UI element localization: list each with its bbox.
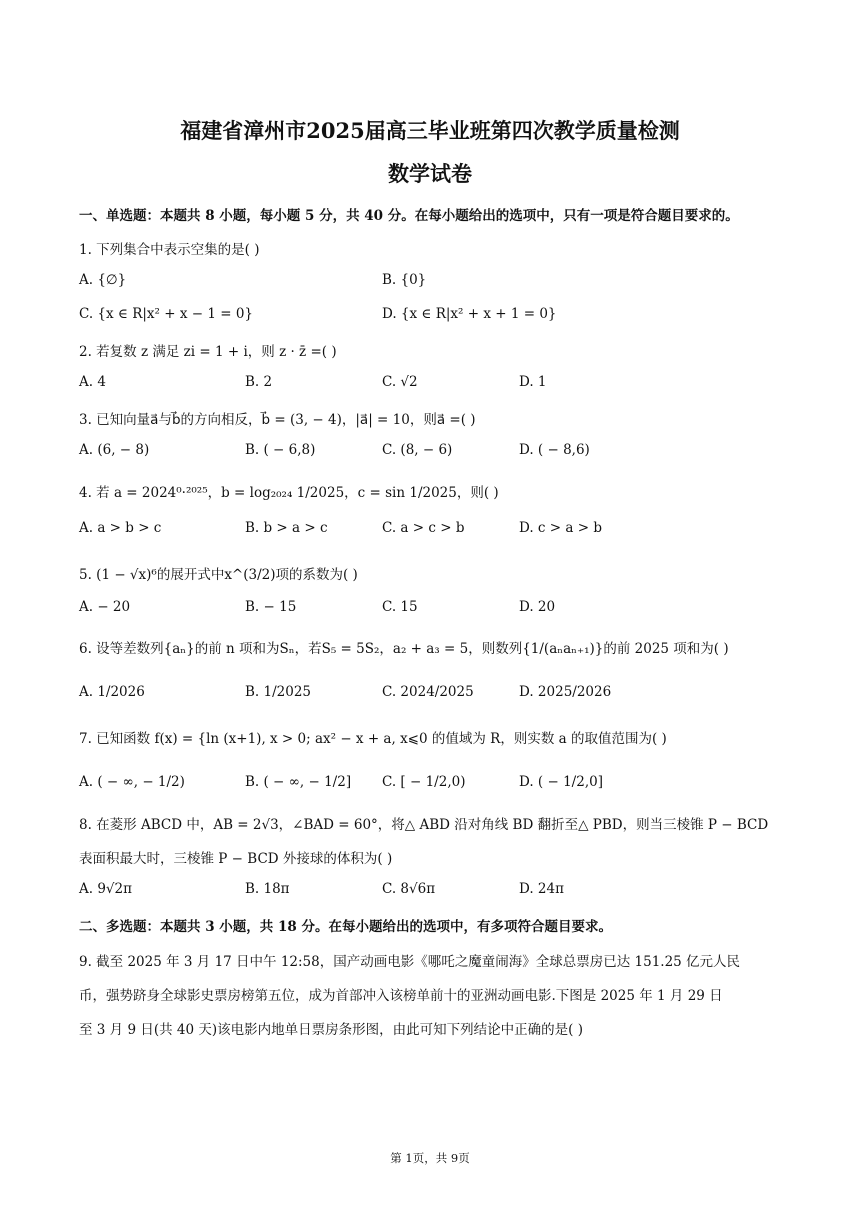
question-4-stem: 4. 若 a = 2024⁰·²⁰²⁵，b = log₂₀₂₄ 1/2025，c = sin 1/2025，则( ) [79, 485, 499, 501]
q3-option-c: C. (8, − 6) [382, 442, 453, 458]
q8-option-a: A. 9√2π [79, 881, 132, 897]
page-subtitle: 数学试卷 [388, 161, 472, 186]
section-single-choice: 一、单选题：本题共 8 小题，每小题 5 分，共 40 分。在每小题给出的选项中，只有一项是符合题目要求的。 [79, 208, 739, 224]
q7-option-d: D. ( − 1/2,0] [519, 774, 603, 790]
q1-option-d: D. {x ∈ R|x² + x + 1 = 0} [382, 306, 557, 322]
q2-option-b: B. 2 [245, 374, 273, 390]
q2-option-c: C. √2 [382, 374, 418, 390]
q5-option-d: D. 20 [519, 599, 556, 615]
section-multiple-choice: 二、多选题：本题共 3 小题，共 18 分。在每小题给出的选项中，有多项符合题目要求。 [79, 919, 612, 935]
q1-option-c: C. {x ∈ R|x² + x − 1 = 0} [79, 306, 254, 322]
question-3-stem: 3. 已知向量a⃗与b⃗的方向相反，b⃗ = (3, − 4)，|a⃗| = 10，则a⃗ =( ) [79, 412, 476, 428]
question-9-line3: 至 3 月 9 日(共 40 天)该电影内地单日票房条形图，由此可知下列结论中正确的是( ) [79, 1022, 583, 1038]
question-8-stem-line2: 表面积最大时，三棱锥 P − BCD 外接球的体积为( ) [79, 851, 393, 867]
question-5-stem: 5. (1 − √x)⁶的展开式中x^(3/2)项的系数为( ) [79, 567, 358, 583]
q3-option-b: B. ( − 6,8) [245, 442, 316, 458]
q4-option-d: D. c > a > b [519, 520, 602, 536]
q3-option-d: D. ( − 8,6) [519, 442, 590, 458]
q7-option-a: A. ( − ∞, − 1/2) [79, 774, 185, 790]
page-footer: 第 1页，共 9页 [390, 1151, 470, 1165]
question-1-stem: 1. 下列集合中表示空集的是( ) [79, 242, 260, 258]
q6-option-b: B. 1/2025 [245, 684, 311, 700]
q1-option-a: A. {∅} [79, 272, 127, 288]
question-8-stem-line1: 8. 在菱形 ABCD 中，AB = 2√3，∠BAD = 60°，将△ ABD 沿对角线 BD 翻折至△ PBD，则当三棱锥 P − BCD [79, 817, 769, 833]
q6-option-d: D. 2025/2026 [519, 684, 612, 700]
q8-option-d: D. 24π [519, 881, 564, 897]
q7-option-b: B. ( − ∞, − 1/2] [245, 774, 352, 790]
q8-option-b: B. 18π [245, 881, 290, 897]
q3-option-a: A. (6, − 8) [79, 442, 150, 458]
question-6-stem: 6. 设等差数列{aₙ}的前 n 项和为Sₙ，若S₅ = 5S₂，a₂ + a₃ = 5，则数列{1/(aₙaₙ₊₁)}的前 2025 项和为( ) [79, 641, 729, 657]
q5-option-b: B. − 15 [245, 599, 297, 615]
q4-option-b: B. b > a > c [245, 520, 328, 536]
q5-option-c: C. 15 [382, 599, 418, 615]
question-7-stem: 7. 已知函数 f(x) = {ln (x+1), x > 0; ax² − x + a, x⩽0 的值域为 R，则实数 a 的取值范围为( ) [79, 731, 667, 747]
q2-option-a: A. 4 [79, 374, 106, 390]
q1-option-b: B. {0} [382, 272, 427, 288]
q4-option-a: A. a > b > c [79, 520, 162, 536]
q4-option-c: C. a > c > b [382, 520, 465, 536]
q8-option-c: C. 8√6π [382, 881, 436, 897]
page-title: 福建省漳州市2025届高三毕业班第四次教学质量检测 [180, 118, 680, 143]
q6-option-c: C. 2024/2025 [382, 684, 474, 700]
question-9-line2: 币，强势跻身全球影史票房榜第五位，成为首部冲入该榜单前十的亚洲动画电影.下图是 2025 年 1 月 29 日 [79, 988, 723, 1004]
question-2-stem: 2. 若复数 z 满足 zi = 1 + i，则 z · z̄ =( ) [79, 344, 337, 360]
question-9-line1: 9. 截至 2025 年 3 月 17 日中午 12:58，国产动画电影《哪吒之魔童闹海》全球总票房已达 151.25 亿元人民 [79, 954, 741, 970]
q6-option-a: A. 1/2026 [79, 684, 145, 700]
q2-option-d: D. 1 [519, 374, 547, 390]
q7-option-c: C. [ − 1/2,0) [382, 774, 466, 790]
q5-option-a: A. − 20 [79, 599, 131, 615]
